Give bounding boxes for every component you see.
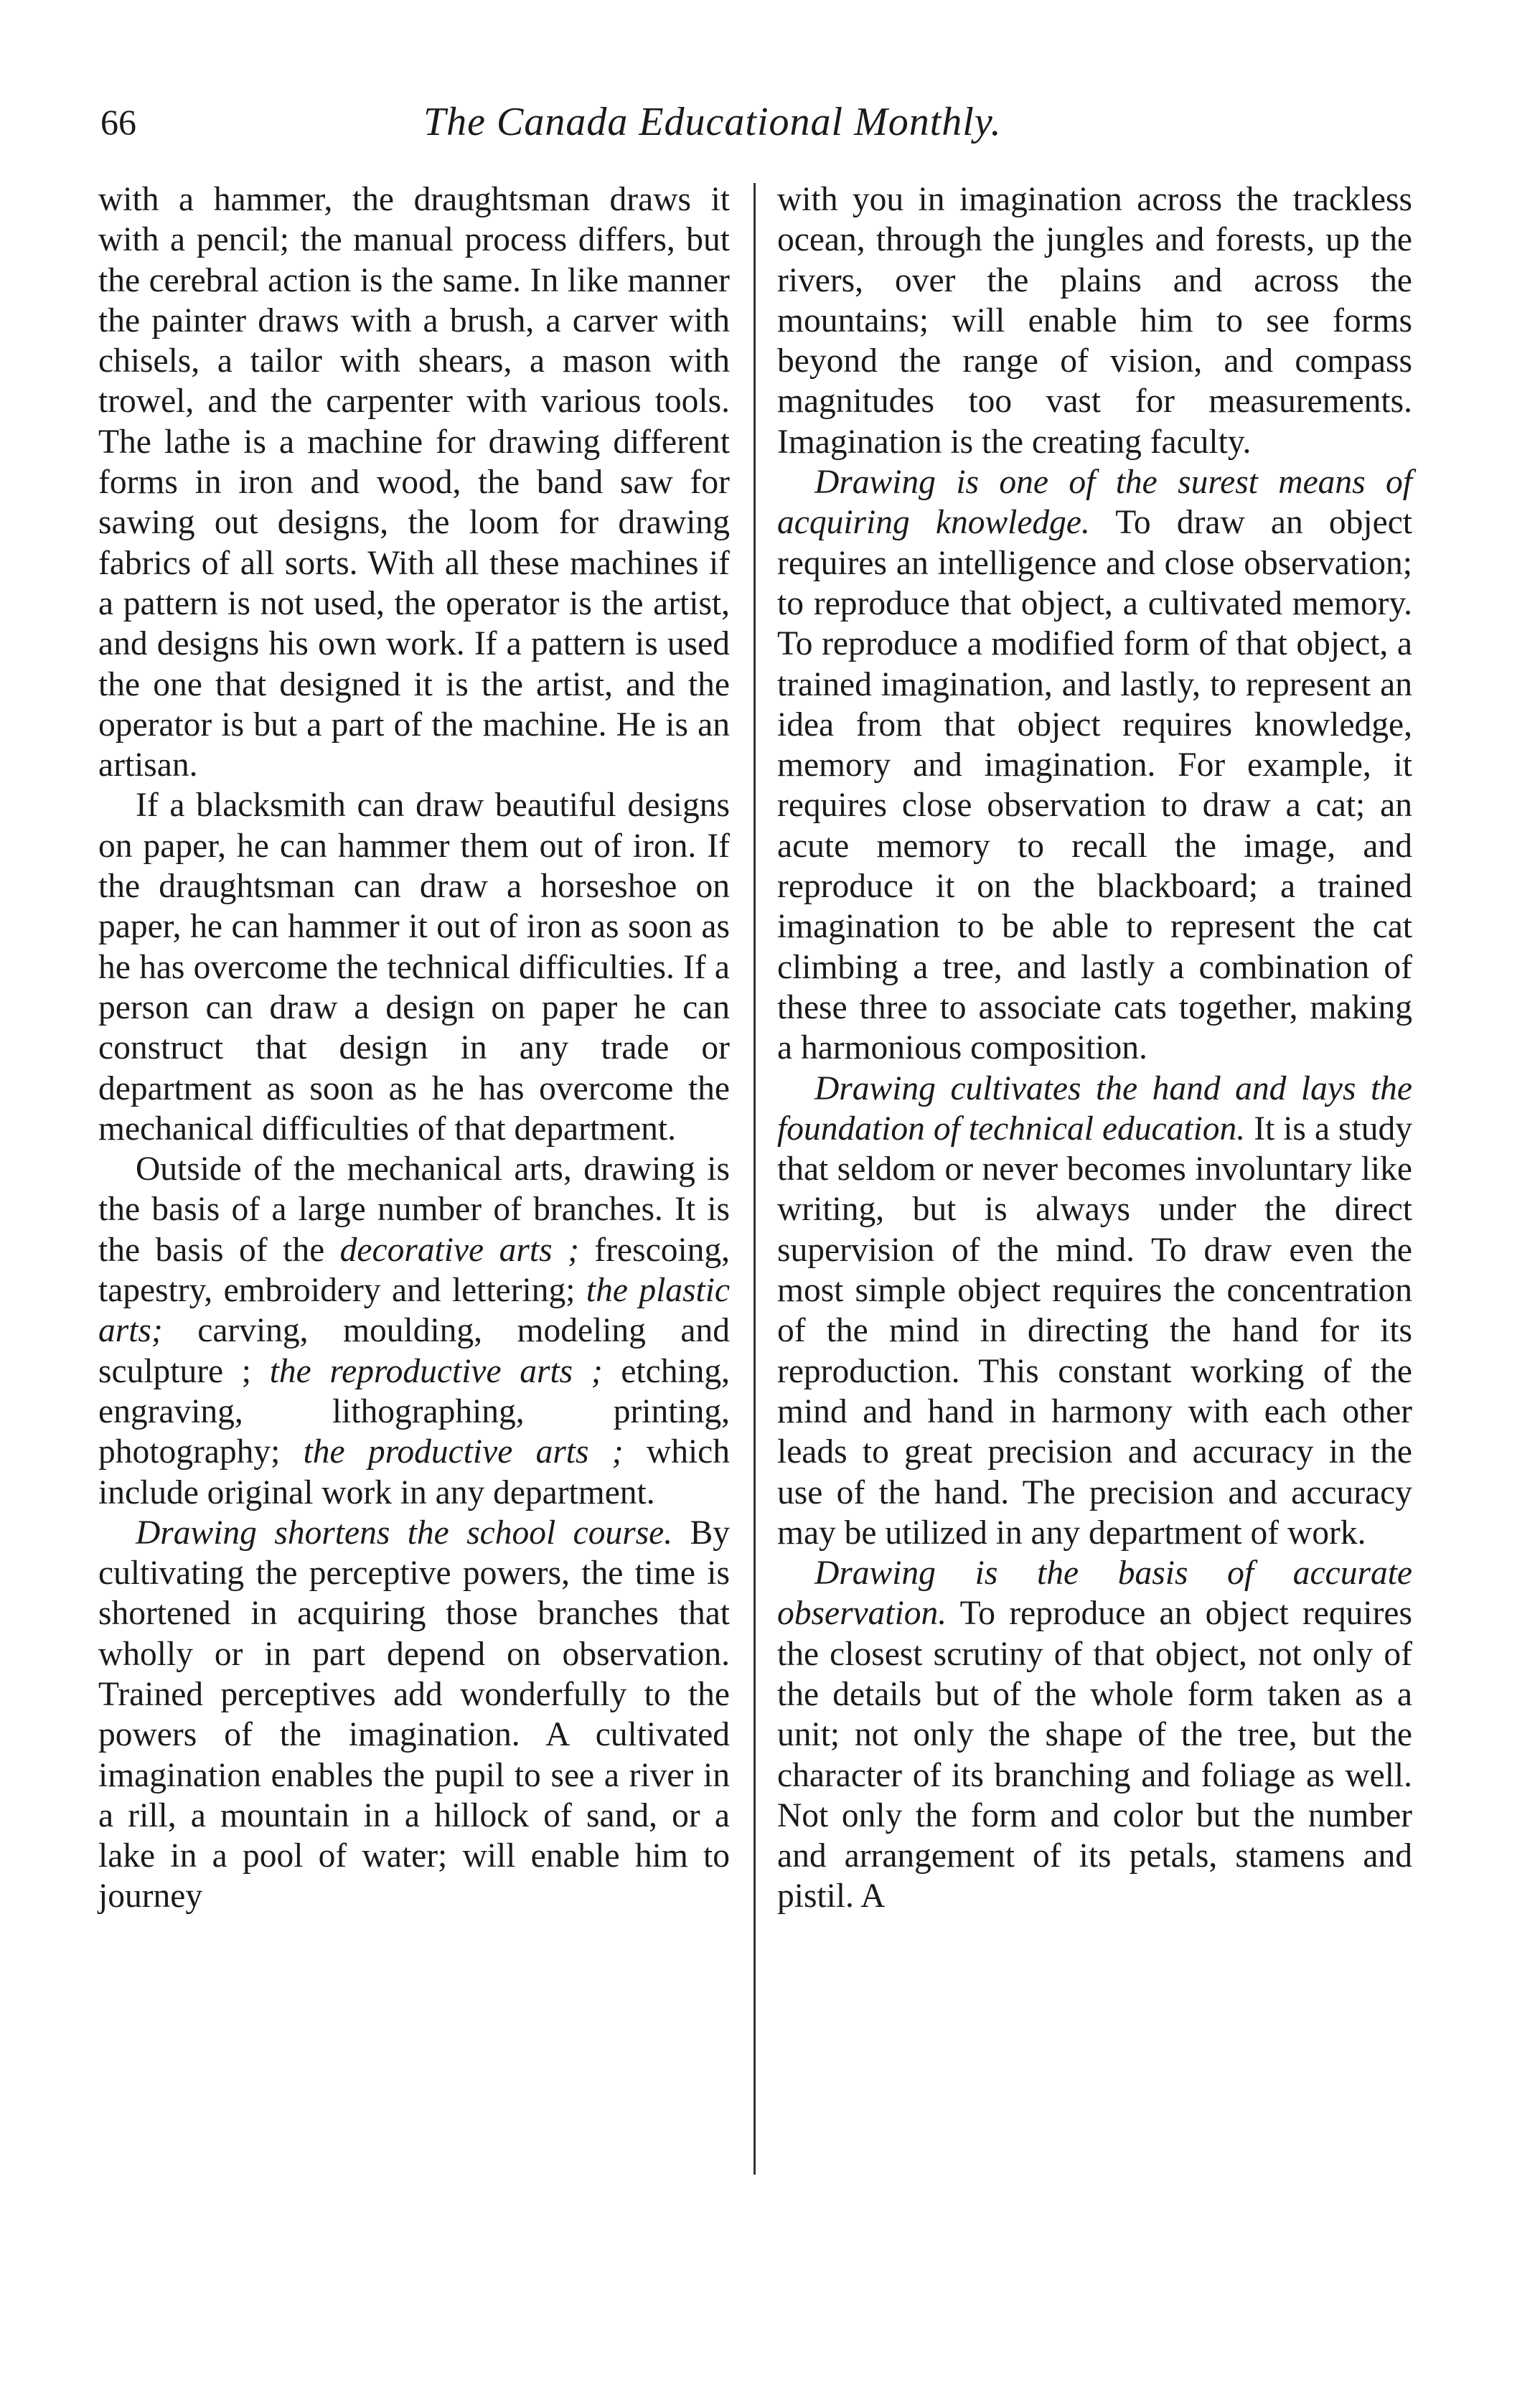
paragraph (777, 1553, 1412, 1917)
paragraph (777, 1069, 1412, 1554)
text-span: To reproduce an object requires the closest scrutiny of that object, not only of the details but of the whole form taken as a unit; not only the shape of the tree, but the character of its branching and foliage as well. Not only the form and color but the number and arrangement of its petals, stamens and pistil. A (777, 1595, 1412, 1916)
italic-phrase: the reproductive arts ; (269, 1352, 603, 1390)
italic-heading: Drawing is one of the surest means of acquiring knowledge. (777, 464, 1412, 542)
text-span: By cultivating the perceptive powers, the time is shortened in acquiring those branches that wholly or in part depend on observation. Trained perceptives add wonderfully to the powers of the imagination. A cultivated imagination enables the pupil to see a river in a rill, a mountain in a hillock of sand, or a lake in a pool of water; will enable him to journey (98, 1514, 730, 1916)
text-span: frescoing, tapestry, embroidery and lettering; (98, 1231, 731, 1310)
paragraph: with you in imagination across the trackless ocean, through the jungles and forests, up the rivers, over the plains and across the mountains; will enable him to see forms beyond the range of vision, and compass magnitudes too vast for measurements. Imagination is the creating faculty. (777, 181, 1412, 461)
text-span: carving, moulding, modeling and sculpture ; (98, 1312, 731, 1390)
running-title: The Canada Educational Monthly. (423, 100, 1002, 144)
text-span: It is a study that seldom or never becomes involuntary like writing, but is always under the direct supervision of the mind. To draw even the most simple object requires the concentration of the mind in directing the hand for its reproduction. This constant working of the mind and hand in harmony with each other leads to great precision and accuracy in the use of the hand. The precision and accuracy may be utilized in any department of work. (777, 1110, 1412, 1552)
text-span: Outside of the mechanical arts, drawing is the basis of a large number of branches. It is the basis of the (98, 1150, 730, 1269)
column-divider (753, 183, 756, 2175)
page-number: 66 (100, 102, 136, 142)
paragraph (777, 462, 1412, 1068)
italic-phrase: the productive arts ; (303, 1433, 624, 1471)
page-header (100, 90, 1428, 154)
paragraph: If a blacksmith can draw beautiful designs on paper, he can hammer them out of iron. If the draughtsman can draw a horseshoe on paper, he can hammer it out of iron as soon as he has overcome the technical difficulties. If a person can draw a design on paper he can construct that design in any trade or department as soon as he has overcome the mechanical difficulties of that department. (98, 787, 730, 1148)
italic-phrase: decorative arts ; (339, 1231, 579, 1269)
left-column (98, 179, 730, 1917)
paragraph (98, 1513, 730, 1917)
italic-heading: Drawing cultivates the hand and lays the foundation of technical education. (777, 1069, 1412, 1148)
italic-phrase: the plastic arts; (98, 1272, 730, 1350)
text-span: To draw an object requires an intelligence and close observation; to reproduce that object, a cultivated memory. To reproduce a modified form of that object, a trained imagination, and lastly, to represent an idea from that object requires knowledge, memory and imagination. For example, it requires close observation to draw a cat; an acute memory to recall the image, and reproduce it on the blackboard; a trained imagination to be able to represent the cat climbing a tree, and lastly a combination of these three to associate cats together, making a harmonious composition. (777, 504, 1412, 1067)
right-column (777, 179, 1412, 1917)
text-span: etching, engraving, lithographing, printing, photography; (98, 1352, 731, 1471)
paragraph (98, 1149, 730, 1513)
text-span: which include original work in any department. (98, 1433, 730, 1511)
italic-heading: Drawing is the basis of accurate observation. (777, 1555, 1412, 1633)
italic-heading: Drawing shortens the school course. (136, 1514, 673, 1552)
paragraph: with a hammer, the draughtsman draws it with a pencil; the manual process differs, but the cerebral action is the same. In like manner the painter draws with a brush, a carver with chisels, a tailor with shears, a mason with trowel, and the carpenter with various tools. The lathe is a machine for drawing different forms in iron and wood, the band saw for sawing out designs, the loom for drawing fabrics of all sorts. With all these machines if a pattern is not used, the operator is the artist, and designs his own work. If a pattern is used the one that designed it is the artist, and the operator is but a part of the machine. He is an artisan. (98, 181, 730, 784)
